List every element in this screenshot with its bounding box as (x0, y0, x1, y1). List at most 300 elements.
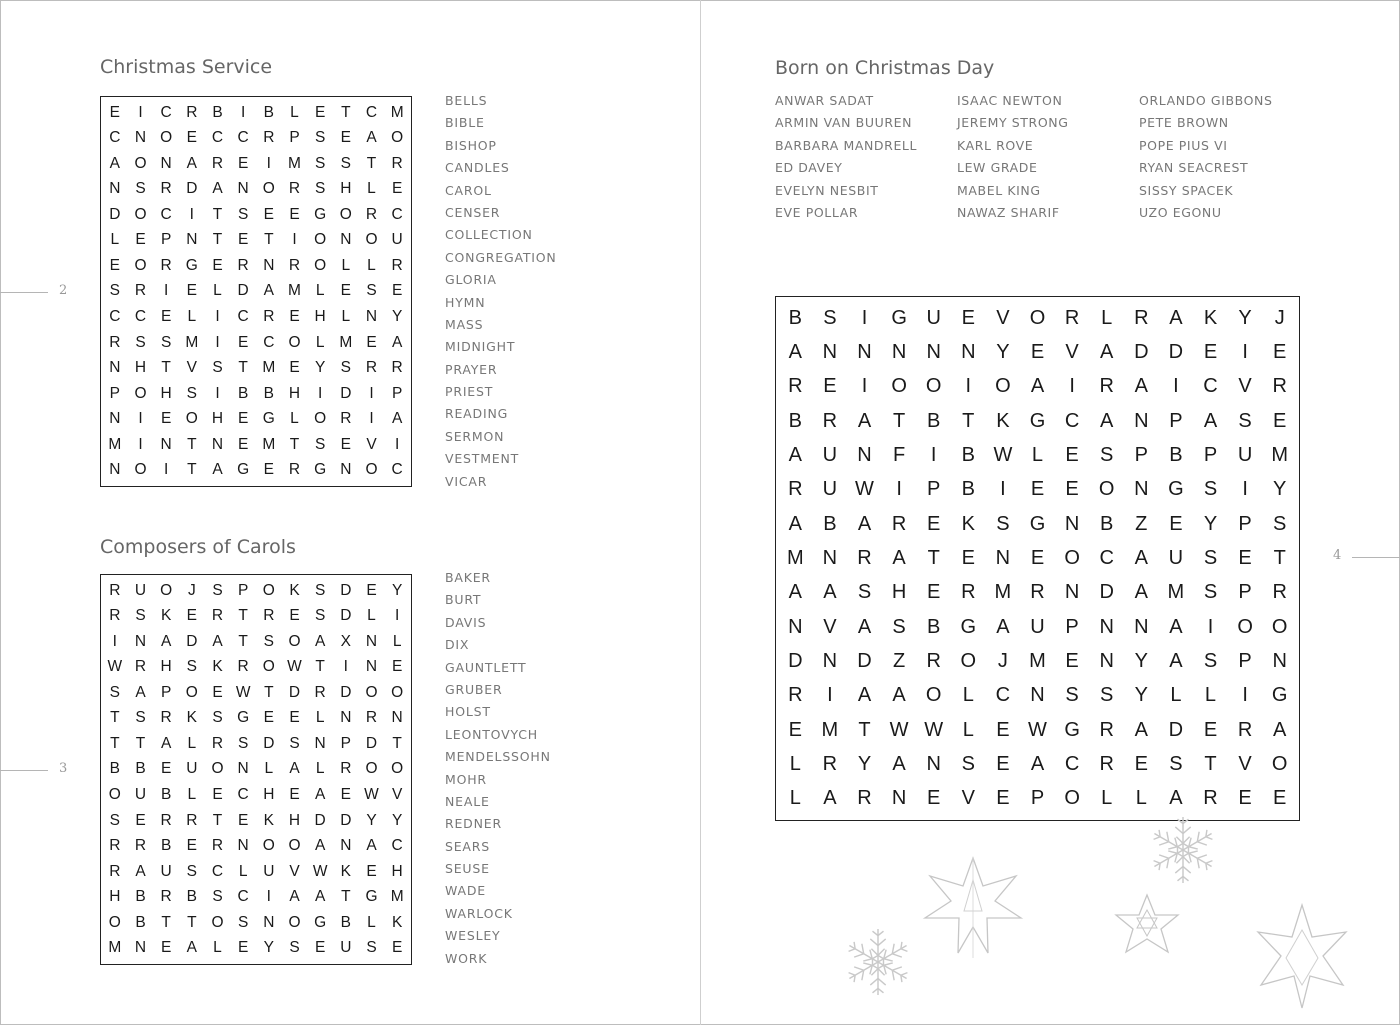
grid-letter: C (263, 333, 275, 351)
grid-letter: L (1135, 787, 1147, 810)
grid-letter: B (135, 888, 146, 906)
grid-letter: R (211, 734, 224, 752)
grid-letter: R (857, 546, 872, 569)
grid-letter: T (341, 888, 351, 906)
grid-letter: G (237, 461, 250, 479)
grid-letter: P (109, 384, 120, 402)
grid-letter: J (1274, 306, 1285, 329)
grid-letter: B (961, 478, 975, 501)
grid-letter: I (896, 478, 902, 501)
grid-letter: E (1273, 340, 1287, 363)
grid-letter: V (1065, 340, 1079, 363)
grid-letter: P (1169, 409, 1183, 432)
grid-letter: E (366, 333, 377, 351)
grid-letter: S (314, 607, 326, 625)
grid-letter: J (187, 581, 196, 599)
grid-letter: O (1064, 787, 1080, 810)
grid-letter: I (1242, 340, 1248, 363)
grid-letter: M (339, 333, 353, 351)
grid-letter: O (108, 913, 121, 931)
grid-letter: C (211, 862, 224, 880)
grid-letter: R (134, 658, 147, 676)
grid-letter: B (927, 615, 941, 638)
grid-letter: S (186, 658, 197, 676)
grid-letter: G (237, 709, 250, 727)
grid-letter: A (892, 684, 906, 707)
grid-letter: A (857, 615, 872, 638)
grid-letter: R (365, 205, 378, 223)
grid-letter: R (237, 256, 249, 274)
grid-letter: R (391, 154, 403, 172)
grid-letter: R (109, 607, 121, 625)
grid-letter: S (366, 282, 377, 300)
grid-letter: S (892, 615, 906, 638)
grid-letter: W (312, 862, 328, 880)
grid-letter: R (857, 787, 872, 810)
grid-letter: O (134, 384, 147, 402)
grid-letter: M (262, 435, 276, 453)
word-list-item: WADE (445, 883, 486, 899)
grid-letter: E (961, 306, 975, 329)
grid-letter: R (211, 154, 224, 172)
grid-letter: E (289, 205, 300, 223)
grid-letter: E (1273, 787, 1287, 810)
grid-letter: T (392, 734, 402, 752)
grid-letter: C (160, 205, 172, 223)
grid-letter: I (1000, 478, 1006, 501)
word-list-item: GLORIA (445, 272, 497, 288)
grid-letter: A (135, 862, 146, 880)
grid-letter: D (365, 734, 378, 752)
grid-letter: N (1064, 581, 1080, 604)
grid-letter: I (827, 684, 833, 707)
grid-letter: N (134, 939, 147, 957)
grid-letter: R (160, 888, 172, 906)
grid-letter: N (263, 256, 275, 274)
grid-letter: Y (366, 811, 377, 829)
grid-letter: N (995, 546, 1011, 569)
word-list-item: MOHR (445, 771, 487, 787)
grid-letter: L (315, 333, 325, 351)
grid-letter: E (1203, 340, 1218, 363)
word-list-item: WARLOCK (445, 905, 513, 921)
grid-letter: L (367, 180, 376, 198)
grid-letter: R (263, 308, 275, 326)
grid-letter: G (1271, 684, 1288, 707)
grid-letter: R (1099, 375, 1114, 398)
grid-letter: S (961, 752, 975, 775)
grid-letter: C (237, 129, 249, 147)
grid-letter: B (961, 443, 975, 466)
grid-letter: R (1064, 306, 1080, 329)
grid-letter: A (1203, 409, 1218, 432)
grid-letter: I (215, 333, 220, 351)
grid-letter: S (212, 709, 223, 727)
grid-letter: B (237, 384, 249, 402)
grid-letter: K (340, 862, 351, 880)
grid-letter: M (108, 939, 122, 957)
grid-letter: E (237, 811, 249, 829)
grid-letter: O (134, 256, 147, 274)
grid-letter: A (289, 888, 300, 906)
grid-letter: E (391, 180, 403, 198)
grid-letter: G (891, 306, 907, 329)
grid-letter: C (1064, 752, 1080, 775)
grid-letter: W (287, 658, 302, 676)
grid-letter: O (185, 683, 198, 701)
grid-letter: E (340, 282, 351, 300)
grid-letter: C (237, 308, 249, 326)
word-list-item: CENSER (445, 204, 501, 220)
grid-letter: T (927, 546, 940, 569)
grid-letter: N (391, 709, 403, 727)
grid-letter: T (1273, 546, 1286, 569)
grid-letter: S (1065, 684, 1079, 707)
grid-letter: R (288, 256, 301, 274)
grid-letter: O (262, 658, 275, 676)
grid-letter: R (109, 333, 121, 351)
grid-letter: D (788, 649, 803, 672)
grid-letter: I (1242, 684, 1248, 707)
grid-letter: E (996, 752, 1010, 775)
grid-letter: S (160, 333, 172, 351)
grid-letter: T (187, 913, 197, 931)
grid-letter: L (187, 308, 197, 326)
grid-letter: R (788, 684, 803, 707)
grid-letter: D (857, 649, 872, 672)
grid-letter: H (134, 359, 147, 377)
grid-letter: K (289, 581, 300, 599)
grid-letter: T (858, 718, 871, 741)
grid-letter: L (789, 787, 801, 810)
grid-letter: R (134, 837, 147, 855)
grid-letter: R (263, 129, 275, 147)
word-list-item: BARBARA MANDRELL (775, 137, 918, 153)
grid-letter: N (365, 632, 378, 650)
grid-letter: A (391, 333, 403, 351)
grid-letter: E (340, 786, 351, 804)
grid-letter: R (314, 683, 326, 701)
grid-letter: A (823, 787, 837, 810)
word-list-item: ISAAC NEWTON (957, 93, 1063, 108)
word-list-item: CONGREGATION (445, 249, 557, 265)
grid-letter: E (237, 939, 249, 957)
grid-letter: L (315, 282, 325, 300)
grid-letter: R (1237, 718, 1253, 741)
grid-letter: M (262, 359, 276, 377)
grid-letter: A (366, 129, 377, 147)
grid-letter: E (212, 683, 223, 701)
grid-letter: N (134, 632, 147, 650)
grid-letter: T (315, 658, 325, 676)
grid-letter: H (340, 180, 352, 198)
word-list-item: PRAYER (445, 361, 498, 377)
grid-letter: C (237, 888, 249, 906)
grid-letter: H (263, 786, 275, 804)
grid-letter: E (961, 546, 975, 569)
grid-letter: Y (263, 939, 274, 957)
grid-letter: O (160, 581, 173, 599)
grid-letter: E (263, 709, 274, 727)
grid-letter: L (1101, 787, 1113, 810)
grid-letter: C (391, 205, 403, 223)
grid-letter: R (822, 409, 838, 432)
grid-letter: O (1271, 752, 1288, 775)
grid-letter: K (391, 913, 403, 931)
grid-letter: E (391, 939, 403, 957)
grid-letter: N (340, 231, 352, 249)
grid-letter: C (109, 129, 121, 147)
grid-letter: D (340, 581, 352, 599)
grid-letter: W (1028, 718, 1047, 741)
grid-letter: R (891, 512, 907, 535)
grid-letter: C (237, 786, 249, 804)
grid-letter: F (892, 443, 906, 466)
grid-letter: C (391, 461, 403, 479)
grid-letter: R (109, 837, 121, 855)
star-icon (1258, 905, 1346, 1008)
grid-letter: N (822, 649, 838, 672)
grid-letter: P (1030, 787, 1045, 810)
grid-letter: V (961, 787, 975, 810)
grid-letter: N (134, 129, 147, 147)
grid-letter: O (339, 205, 352, 223)
grid-letter: E (109, 256, 120, 274)
word-list-item: MENDELSSOHN (445, 749, 551, 765)
grid-letter: B (340, 913, 351, 931)
grid-letter: O (391, 683, 404, 701)
grid-letter: N (1099, 649, 1114, 672)
puzzle2-title: Composers of Carols (100, 536, 296, 558)
grid-letter: E (366, 862, 377, 880)
grid-letter: H (314, 308, 326, 326)
grid-letter: B (135, 760, 146, 778)
grid-letter: N (1134, 478, 1149, 501)
word-list-item: UZO EGONU (1139, 204, 1222, 220)
grid-letter: R (211, 837, 224, 855)
word-list-item: BAKER (445, 570, 491, 585)
grid-letter: E (823, 375, 837, 398)
grid-letter: I (164, 461, 169, 479)
grid-letter: N (788, 615, 803, 638)
grid-letter: Y (1203, 512, 1218, 535)
grid-letter: E (237, 333, 249, 351)
grid-letter: E (314, 939, 326, 957)
grid-letter: M (994, 581, 1012, 604)
grid-letter: O (960, 649, 977, 672)
grid-letter: Y (1134, 649, 1148, 672)
grid-letter: O (365, 231, 378, 249)
grid-letter: V (1238, 752, 1252, 775)
grid-letter: W (924, 718, 944, 741)
grid-letter: B (263, 103, 274, 121)
word-list-item: SISSY SPACEK (1139, 182, 1234, 198)
grid-letter: I (965, 375, 972, 398)
grid-letter: S (1273, 512, 1287, 535)
grid-letter: K (961, 512, 975, 535)
grid-letter: B (135, 913, 146, 931)
word-list-item: LEW GRADE (957, 160, 1038, 176)
grid-letter: W (855, 478, 874, 501)
grid-letter: O (262, 837, 275, 855)
grid-letter: E (237, 410, 249, 428)
grid-letter: G (1064, 718, 1080, 741)
grid-letter: E (340, 129, 351, 147)
grid-letter: M (786, 546, 804, 569)
grid-letter: D (186, 180, 198, 198)
grid-letter: R (288, 180, 301, 198)
grid-letter: A (788, 443, 802, 466)
grid-letter: T (161, 913, 171, 931)
grid-letter: L (213, 939, 222, 957)
grid-letter: D (1134, 340, 1149, 363)
grid-letter: R (160, 709, 172, 727)
grid-letter: P (1238, 581, 1252, 604)
grid-letter: S (996, 512, 1010, 535)
grid-letter: E (160, 939, 172, 957)
grid-letter: E (212, 256, 223, 274)
grid-letter: G (960, 615, 977, 638)
grid-letter: A (823, 581, 837, 604)
grid-letter: O (925, 375, 942, 398)
grid-letter: O (391, 129, 404, 147)
snowflake-icon (1151, 817, 1216, 883)
grid-letter: E (366, 581, 377, 599)
grid-letter: E (1134, 752, 1148, 775)
grid-letter: C (211, 129, 224, 147)
grid-letter: R (391, 256, 403, 274)
grid-letter: Y (996, 340, 1010, 363)
grid-letter: Y (1238, 306, 1252, 329)
grid-letter: A (788, 581, 802, 604)
word-list-item: ANWAR SADAT (775, 93, 874, 108)
grid-letter: E (1238, 546, 1252, 569)
word-list-item: DIX (445, 637, 470, 653)
grid-letter: E (237, 231, 249, 249)
grid-letter: C (1064, 409, 1080, 432)
grid-letter: I (266, 154, 271, 172)
grid-letter: O (314, 256, 327, 274)
grid-letter: I (215, 308, 220, 326)
grid-letter: O (365, 760, 378, 778)
grid-letter: P (391, 384, 403, 402)
grid-letter: M (390, 103, 404, 121)
grid-letter: T (892, 409, 906, 432)
grid-letter: D (237, 282, 249, 300)
grid-letter: H (391, 862, 403, 880)
grid-letter: N (340, 837, 352, 855)
grid-letter: E (996, 718, 1010, 741)
grid-letter: T (212, 205, 223, 223)
grid-letter: L (1031, 443, 1044, 466)
word-list-item: MASS (445, 316, 484, 332)
grid-letter: E (186, 282, 197, 300)
grid-letter: T (238, 607, 248, 625)
grid-letter: E (135, 231, 146, 249)
grid-letter: G (1029, 512, 1046, 535)
word-list-item: PETE BROWN (1139, 115, 1229, 131)
grid-letter: A (1100, 340, 1114, 363)
grid-letter: V (391, 786, 403, 804)
grid-letter: R (1099, 752, 1114, 775)
grid-letter: L (341, 256, 351, 274)
grid-letter: N (1064, 512, 1080, 535)
grid-letter: D (340, 683, 352, 701)
grid-letter: A (314, 632, 326, 650)
word-list-item: SERMON (445, 428, 505, 444)
grid-letter: E (263, 205, 274, 223)
grid-letter: A (1169, 615, 1183, 638)
grid-letter: G (314, 461, 327, 479)
grid-letter: M (390, 888, 404, 906)
grid-letter: E (1065, 443, 1079, 466)
word-list-item: HYMN (445, 294, 486, 310)
grid-letter: E (289, 709, 300, 727)
grid-letter: S (135, 180, 146, 198)
grid-letter: O (160, 129, 173, 147)
grid-letter: E (160, 760, 172, 778)
grid-letter: B (823, 512, 837, 535)
grid-letter: O (288, 333, 301, 351)
grid-letter: L (341, 308, 351, 326)
grid-letter: W (889, 718, 909, 741)
grid-letter: E (1203, 718, 1218, 741)
grid-letter: U (926, 306, 941, 329)
grid-letter: A (1030, 375, 1045, 398)
grid-letter: R (1272, 375, 1287, 398)
word-list-item: CANDLES (445, 160, 510, 176)
grid-letter: I (861, 375, 868, 398)
grid-letter: N (1099, 615, 1114, 638)
grid-letter: O (891, 375, 907, 398)
grid-letter: N (961, 340, 976, 363)
grid-letter: L (187, 734, 197, 752)
grid-letter: D (263, 734, 275, 752)
snowflake-icon (846, 929, 911, 995)
grid-letter: S (109, 282, 120, 300)
grid-letter: P (237, 581, 249, 599)
word-list-item: BURT (445, 592, 482, 608)
grid-letter: S (314, 129, 326, 147)
grid-letter: A (892, 546, 906, 569)
word-list-item: DAVIS (445, 614, 487, 630)
grid-letter: D (340, 811, 352, 829)
grid-letter: S (314, 581, 326, 599)
grid-letter: B (1169, 443, 1183, 466)
grid-letter: M (1029, 649, 1046, 672)
grid-letter: T (238, 359, 248, 377)
grid-letter: T (212, 811, 223, 829)
grid-letter: S (289, 939, 300, 957)
grid-letter: R (134, 282, 147, 300)
grid-letter: N (891, 787, 907, 810)
grid-letter: S (212, 581, 223, 599)
grid-letter: R (109, 862, 121, 880)
grid-letter: S (1203, 546, 1218, 569)
grid-letter: I (395, 607, 400, 625)
grid-letter: G (314, 205, 327, 223)
grid-letter: T (187, 461, 197, 479)
grid-letter: N (1030, 684, 1045, 707)
grid-letter: N (109, 461, 121, 479)
grid-letter: S (135, 709, 146, 727)
word-list-item: SEUSE (445, 861, 490, 877)
grid-letter: O (925, 684, 942, 707)
grid-letter: E (237, 154, 249, 172)
grid-letter: P (1065, 615, 1079, 638)
grid-letter: R (288, 461, 301, 479)
word-list-item: READING (445, 406, 509, 422)
